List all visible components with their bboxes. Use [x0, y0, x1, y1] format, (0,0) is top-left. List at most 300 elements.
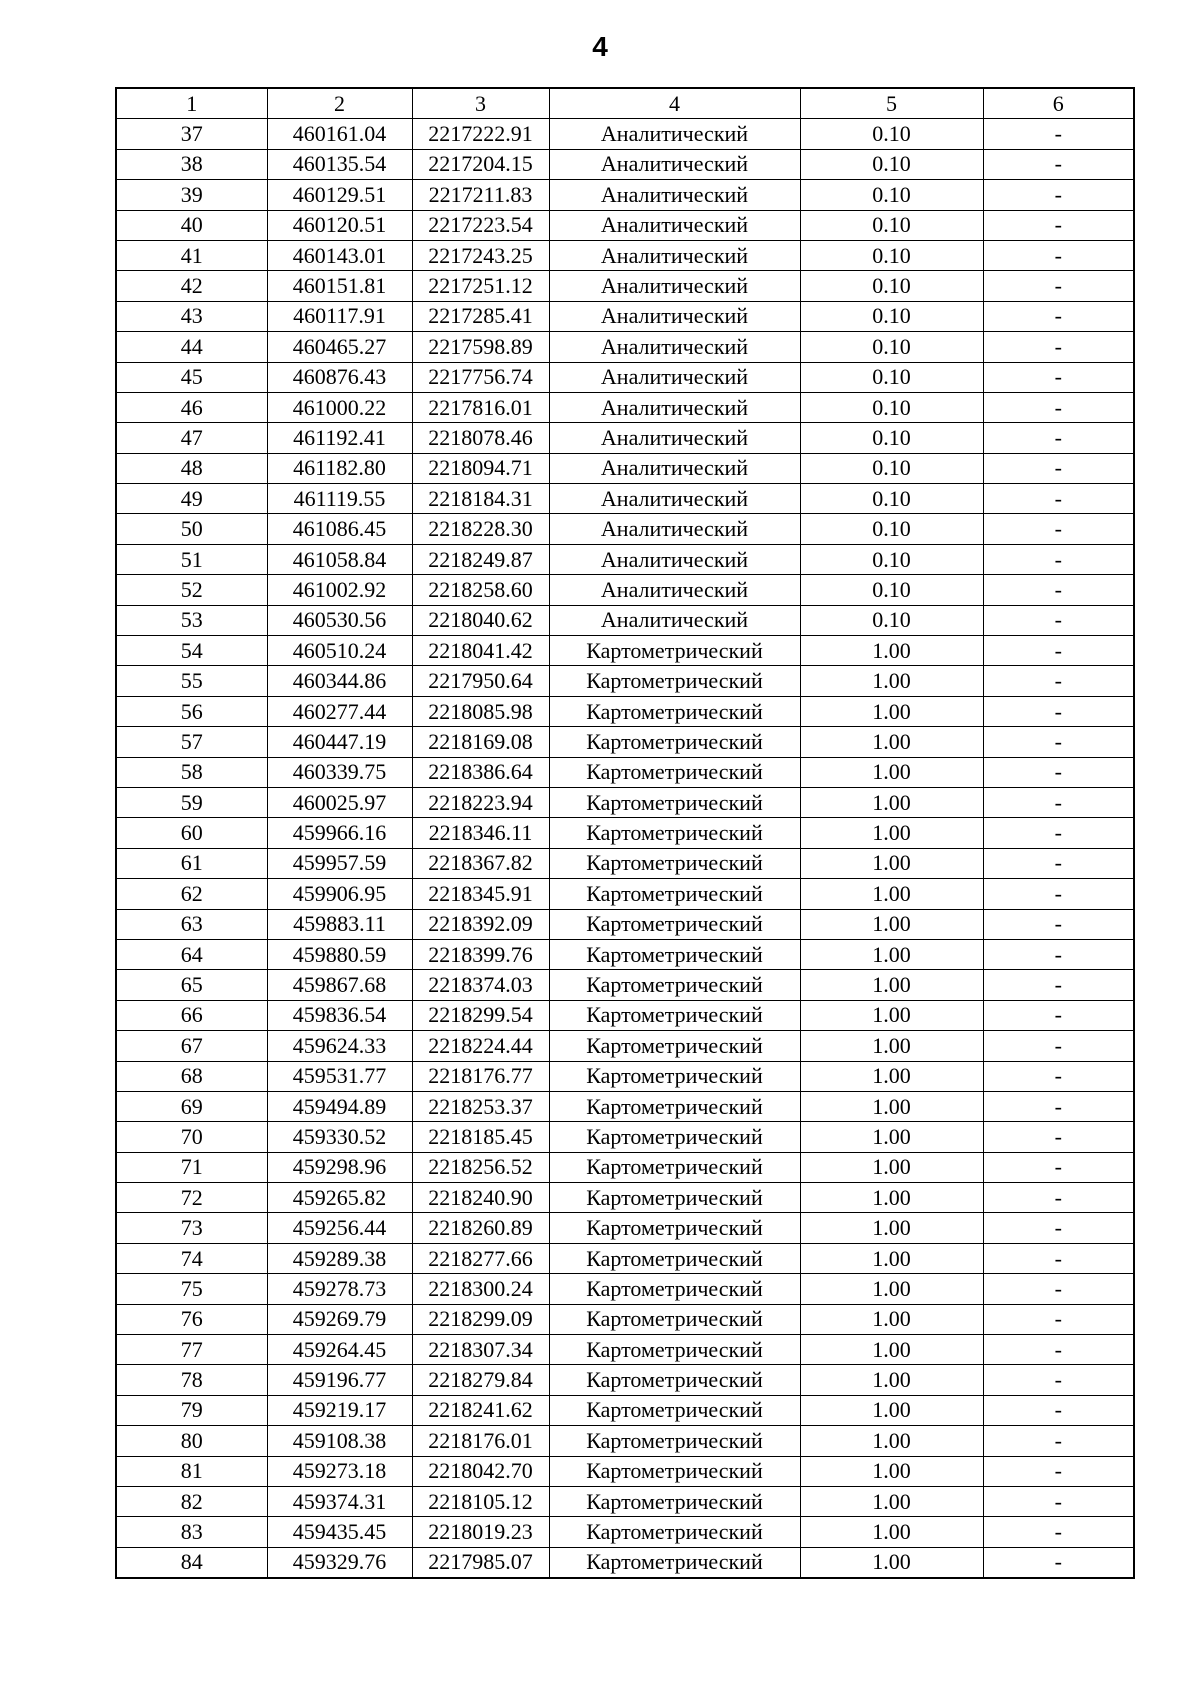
accuracy-cell: 1.00	[800, 818, 983, 848]
description-cell: -	[983, 1000, 1134, 1030]
x-coordinate-cell: 461000.22	[267, 392, 412, 422]
column-header-5: 5	[800, 88, 983, 119]
table-row	[116, 514, 1134, 544]
description-cell: -	[983, 757, 1134, 787]
description-cell: -	[983, 575, 1134, 605]
method-cell: Картометрический	[549, 1365, 800, 1395]
point-number-cell: 80	[116, 1426, 267, 1456]
method-cell: Картометрический	[549, 939, 800, 969]
table-row	[116, 636, 1134, 666]
method-cell: Картометрический	[549, 1091, 800, 1121]
accuracy-cell: 1.00	[800, 1274, 983, 1304]
table-row	[116, 149, 1134, 179]
accuracy-cell: 1.00	[800, 1547, 983, 1578]
table-row	[116, 1243, 1134, 1273]
y-coordinate-cell: 2217222.91	[412, 119, 549, 149]
table-row	[116, 210, 1134, 240]
y-coordinate-cell: 2218176.01	[412, 1426, 549, 1456]
accuracy-cell: 1.00	[800, 1183, 983, 1213]
point-number-cell: 79	[116, 1395, 267, 1425]
column-header-2: 2	[267, 88, 412, 119]
coordinates-table	[115, 87, 1135, 1579]
accuracy-cell: 1.00	[800, 787, 983, 817]
method-cell: Картометрический	[549, 1426, 800, 1456]
method-cell: Картометрический	[549, 879, 800, 909]
point-number-cell: 54	[116, 636, 267, 666]
method-cell: Картометрический	[549, 848, 800, 878]
method-cell: Картометрический	[549, 787, 800, 817]
table-row	[116, 787, 1134, 817]
table-row	[116, 484, 1134, 514]
table-body	[116, 119, 1134, 1578]
x-coordinate-cell: 459269.79	[267, 1304, 412, 1334]
description-cell: -	[983, 818, 1134, 848]
method-cell: Аналитический	[549, 453, 800, 483]
table-row	[116, 848, 1134, 878]
point-number-cell: 56	[116, 696, 267, 726]
point-number-cell: 59	[116, 787, 267, 817]
x-coordinate-cell: 460129.51	[267, 180, 412, 210]
x-coordinate-cell: 461002.92	[267, 575, 412, 605]
description-cell: -	[983, 909, 1134, 939]
y-coordinate-cell: 2218392.09	[412, 909, 549, 939]
table-row	[116, 392, 1134, 422]
x-coordinate-cell: 459374.31	[267, 1486, 412, 1516]
point-number-cell: 77	[116, 1335, 267, 1365]
point-number-cell: 37	[116, 119, 267, 149]
accuracy-cell: 0.10	[800, 575, 983, 605]
table-row	[116, 1486, 1134, 1516]
method-cell: Аналитический	[549, 180, 800, 210]
method-cell: Картометрический	[549, 818, 800, 848]
x-coordinate-cell: 459329.76	[267, 1547, 412, 1578]
x-coordinate-cell: 460025.97	[267, 787, 412, 817]
accuracy-cell: 1.00	[800, 757, 983, 787]
description-cell: -	[983, 1031, 1134, 1061]
y-coordinate-cell: 2218367.82	[412, 848, 549, 878]
point-number-cell: 44	[116, 332, 267, 362]
description-cell: -	[983, 1091, 1134, 1121]
method-cell: Аналитический	[549, 271, 800, 301]
y-coordinate-cell: 2218300.24	[412, 1274, 549, 1304]
method-cell: Аналитический	[549, 392, 800, 422]
method-cell: Картометрический	[549, 1000, 800, 1030]
table-row	[116, 1517, 1134, 1547]
y-coordinate-cell: 2218042.70	[412, 1456, 549, 1486]
table-row	[116, 332, 1134, 362]
x-coordinate-cell: 460339.75	[267, 757, 412, 787]
description-cell: -	[983, 787, 1134, 817]
y-coordinate-cell: 2218256.52	[412, 1152, 549, 1182]
accuracy-cell: 1.00	[800, 1152, 983, 1182]
table-row	[116, 1091, 1134, 1121]
method-cell: Картометрический	[549, 666, 800, 696]
method-cell: Аналитический	[549, 149, 800, 179]
method-cell: Аналитический	[549, 362, 800, 392]
point-number-cell: 47	[116, 423, 267, 453]
accuracy-cell: 1.00	[800, 1061, 983, 1091]
y-coordinate-cell: 2217223.54	[412, 210, 549, 240]
x-coordinate-cell: 459289.38	[267, 1243, 412, 1273]
point-number-cell: 60	[116, 818, 267, 848]
y-coordinate-cell: 2217598.89	[412, 332, 549, 362]
table-row	[116, 301, 1134, 331]
x-coordinate-cell: 460465.27	[267, 332, 412, 362]
accuracy-cell: 1.00	[800, 1243, 983, 1273]
accuracy-cell: 1.00	[800, 666, 983, 696]
table-row	[116, 575, 1134, 605]
point-number-cell: 78	[116, 1365, 267, 1395]
point-number-cell: 61	[116, 848, 267, 878]
y-coordinate-cell: 2218228.30	[412, 514, 549, 544]
table-row	[116, 1335, 1134, 1365]
description-cell: -	[983, 879, 1134, 909]
table-row	[116, 271, 1134, 301]
description-cell: -	[983, 240, 1134, 270]
method-cell: Картометрический	[549, 696, 800, 726]
x-coordinate-cell: 459906.95	[267, 879, 412, 909]
point-number-cell: 43	[116, 301, 267, 331]
point-number-cell: 66	[116, 1000, 267, 1030]
method-cell: Картометрический	[549, 1061, 800, 1091]
method-cell: Картометрический	[549, 1243, 800, 1273]
point-number-cell: 71	[116, 1152, 267, 1182]
x-coordinate-cell: 459278.73	[267, 1274, 412, 1304]
description-cell: -	[983, 1547, 1134, 1578]
table-row	[116, 453, 1134, 483]
y-coordinate-cell: 2218223.94	[412, 787, 549, 817]
x-coordinate-cell: 460135.54	[267, 149, 412, 179]
accuracy-cell: 0.10	[800, 271, 983, 301]
point-number-cell: 46	[116, 392, 267, 422]
description-cell: -	[983, 392, 1134, 422]
x-coordinate-cell: 459867.68	[267, 970, 412, 1000]
method-cell: Картометрический	[549, 636, 800, 666]
method-cell: Картометрический	[549, 1213, 800, 1243]
accuracy-cell: 0.10	[800, 484, 983, 514]
accuracy-cell: 1.00	[800, 939, 983, 969]
point-number-cell: 70	[116, 1122, 267, 1152]
x-coordinate-cell: 459836.54	[267, 1000, 412, 1030]
description-cell: -	[983, 453, 1134, 483]
table-row	[116, 1365, 1134, 1395]
method-cell: Аналитический	[549, 119, 800, 149]
y-coordinate-cell: 2217285.41	[412, 301, 549, 331]
point-number-cell: 41	[116, 240, 267, 270]
x-coordinate-cell: 460344.86	[267, 666, 412, 696]
method-cell: Аналитический	[549, 575, 800, 605]
point-number-cell: 63	[116, 909, 267, 939]
page-number: 4	[592, 31, 608, 62]
y-coordinate-cell: 2217204.15	[412, 149, 549, 179]
point-number-cell: 65	[116, 970, 267, 1000]
accuracy-cell: 0.10	[800, 301, 983, 331]
point-number-cell: 67	[116, 1031, 267, 1061]
accuracy-cell: 1.00	[800, 848, 983, 878]
y-coordinate-cell: 2218240.90	[412, 1183, 549, 1213]
x-coordinate-cell: 459298.96	[267, 1152, 412, 1182]
y-coordinate-cell: 2218399.76	[412, 939, 549, 969]
accuracy-cell: 0.10	[800, 453, 983, 483]
table-row	[116, 727, 1134, 757]
y-coordinate-cell: 2218019.23	[412, 1517, 549, 1547]
description-cell: -	[983, 1517, 1134, 1547]
table-row	[116, 423, 1134, 453]
description-cell: -	[983, 666, 1134, 696]
description-cell: -	[983, 484, 1134, 514]
table-row	[116, 939, 1134, 969]
y-coordinate-cell: 2217985.07	[412, 1547, 549, 1578]
table-row	[116, 1061, 1134, 1091]
table-row	[116, 605, 1134, 635]
x-coordinate-cell: 460151.81	[267, 271, 412, 301]
accuracy-cell: 0.10	[800, 362, 983, 392]
point-number-cell: 75	[116, 1274, 267, 1304]
y-coordinate-cell: 2218345.91	[412, 879, 549, 909]
point-number-cell: 73	[116, 1213, 267, 1243]
method-cell: Картометрический	[549, 1486, 800, 1516]
table-row	[116, 1426, 1134, 1456]
x-coordinate-cell: 461182.80	[267, 453, 412, 483]
point-number-cell: 48	[116, 453, 267, 483]
point-number-cell: 58	[116, 757, 267, 787]
description-cell: -	[983, 1122, 1134, 1152]
x-coordinate-cell: 460530.56	[267, 605, 412, 635]
x-coordinate-cell: 459330.52	[267, 1122, 412, 1152]
y-coordinate-cell: 2218176.77	[412, 1061, 549, 1091]
x-coordinate-cell: 459435.45	[267, 1517, 412, 1547]
accuracy-cell: 1.00	[800, 1517, 983, 1547]
y-coordinate-cell: 2218169.08	[412, 727, 549, 757]
table-row	[116, 757, 1134, 787]
description-cell: -	[983, 180, 1134, 210]
description-cell: -	[983, 149, 1134, 179]
description-cell: -	[983, 1486, 1134, 1516]
x-coordinate-cell: 460117.91	[267, 301, 412, 331]
method-cell: Аналитический	[549, 544, 800, 574]
table-row	[116, 1183, 1134, 1213]
y-coordinate-cell: 2217950.64	[412, 666, 549, 696]
y-coordinate-cell: 2217211.83	[412, 180, 549, 210]
x-coordinate-cell: 460510.24	[267, 636, 412, 666]
table-row	[116, 362, 1134, 392]
point-number-cell: 72	[116, 1183, 267, 1213]
point-number-cell: 82	[116, 1486, 267, 1516]
accuracy-cell: 1.00	[800, 1335, 983, 1365]
method-cell: Картометрический	[549, 727, 800, 757]
description-cell: -	[983, 1456, 1134, 1486]
accuracy-cell: 0.10	[800, 392, 983, 422]
y-coordinate-cell: 2218307.34	[412, 1335, 549, 1365]
point-number-cell: 69	[116, 1091, 267, 1121]
x-coordinate-cell: 461119.55	[267, 484, 412, 514]
accuracy-cell: 0.10	[800, 544, 983, 574]
point-number-cell: 55	[116, 666, 267, 696]
y-coordinate-cell: 2218185.45	[412, 1122, 549, 1152]
description-cell: -	[983, 1243, 1134, 1273]
table-row	[116, 970, 1134, 1000]
y-coordinate-cell: 2217816.01	[412, 392, 549, 422]
x-coordinate-cell: 460876.43	[267, 362, 412, 392]
accuracy-cell: 1.00	[800, 1213, 983, 1243]
accuracy-cell: 1.00	[800, 1091, 983, 1121]
accuracy-cell: 0.10	[800, 423, 983, 453]
method-cell: Картометрический	[549, 1274, 800, 1304]
method-cell: Аналитический	[549, 332, 800, 362]
x-coordinate-cell: 460120.51	[267, 210, 412, 240]
x-coordinate-cell: 460143.01	[267, 240, 412, 270]
table-row	[116, 119, 1134, 149]
description-cell: -	[983, 271, 1134, 301]
description-cell: -	[983, 1335, 1134, 1365]
table-row	[116, 1122, 1134, 1152]
x-coordinate-cell: 461192.41	[267, 423, 412, 453]
point-number-cell: 52	[116, 575, 267, 605]
accuracy-cell: 1.00	[800, 696, 983, 726]
accuracy-cell: 0.10	[800, 149, 983, 179]
table-row	[116, 1000, 1134, 1030]
description-cell: -	[983, 1274, 1134, 1304]
y-coordinate-cell: 2218386.64	[412, 757, 549, 787]
x-coordinate-cell: 459966.16	[267, 818, 412, 848]
column-header-6: 6	[983, 88, 1134, 119]
x-coordinate-cell: 459883.11	[267, 909, 412, 939]
table-row	[116, 909, 1134, 939]
method-cell: Картометрический	[549, 1183, 800, 1213]
point-number-cell: 53	[116, 605, 267, 635]
accuracy-cell: 0.10	[800, 514, 983, 544]
table-row	[116, 818, 1134, 848]
y-coordinate-cell: 2218249.87	[412, 544, 549, 574]
description-cell: -	[983, 1426, 1134, 1456]
table-row	[116, 1274, 1134, 1304]
table-row	[116, 696, 1134, 726]
x-coordinate-cell: 459196.77	[267, 1365, 412, 1395]
description-cell: -	[983, 1183, 1134, 1213]
method-cell: Аналитический	[549, 240, 800, 270]
x-coordinate-cell: 459265.82	[267, 1183, 412, 1213]
description-cell: -	[983, 1304, 1134, 1334]
point-number-cell: 57	[116, 727, 267, 757]
point-number-cell: 40	[116, 210, 267, 240]
description-cell: -	[983, 696, 1134, 726]
description-cell: -	[983, 423, 1134, 453]
description-cell: -	[983, 332, 1134, 362]
method-cell: Аналитический	[549, 484, 800, 514]
description-cell: -	[983, 362, 1134, 392]
y-coordinate-cell: 2218346.11	[412, 818, 549, 848]
point-number-cell: 39	[116, 180, 267, 210]
point-number-cell: 49	[116, 484, 267, 514]
method-cell: Картометрический	[549, 909, 800, 939]
point-number-cell: 42	[116, 271, 267, 301]
accuracy-cell: 1.00	[800, 1486, 983, 1516]
x-coordinate-cell: 459256.44	[267, 1213, 412, 1243]
y-coordinate-cell: 2218184.31	[412, 484, 549, 514]
column-header-3: 3	[412, 88, 549, 119]
method-cell: Картометрический	[549, 1456, 800, 1486]
table-row	[116, 1547, 1134, 1578]
accuracy-cell: 0.10	[800, 240, 983, 270]
y-coordinate-cell: 2218094.71	[412, 453, 549, 483]
method-cell: Картометрический	[549, 1031, 800, 1061]
description-cell: -	[983, 848, 1134, 878]
y-coordinate-cell: 2218374.03	[412, 970, 549, 1000]
table-row	[116, 1213, 1134, 1243]
accuracy-cell: 0.10	[800, 332, 983, 362]
accuracy-cell: 1.00	[800, 1122, 983, 1152]
description-cell: -	[983, 605, 1134, 635]
y-coordinate-cell: 2218253.37	[412, 1091, 549, 1121]
description-cell: -	[983, 1365, 1134, 1395]
y-coordinate-cell: 2218078.46	[412, 423, 549, 453]
x-coordinate-cell: 460277.44	[267, 696, 412, 726]
table-row	[116, 1456, 1134, 1486]
x-coordinate-cell: 459624.33	[267, 1031, 412, 1061]
point-number-cell: 38	[116, 149, 267, 179]
table-row	[116, 544, 1134, 574]
point-number-cell: 76	[116, 1304, 267, 1334]
accuracy-cell: 1.00	[800, 879, 983, 909]
column-header-1: 1	[116, 88, 267, 119]
y-coordinate-cell: 2218299.09	[412, 1304, 549, 1334]
x-coordinate-cell: 459880.59	[267, 939, 412, 969]
y-coordinate-cell: 2218299.54	[412, 1000, 549, 1030]
table-row	[116, 1395, 1134, 1425]
x-coordinate-cell: 459531.77	[267, 1061, 412, 1091]
point-number-cell: 83	[116, 1517, 267, 1547]
x-coordinate-cell: 459494.89	[267, 1091, 412, 1121]
accuracy-cell: 0.10	[800, 119, 983, 149]
description-cell: -	[983, 1152, 1134, 1182]
method-cell: Картометрический	[549, 970, 800, 1000]
point-number-cell: 64	[116, 939, 267, 969]
method-cell: Аналитический	[549, 210, 800, 240]
point-number-cell: 50	[116, 514, 267, 544]
point-number-cell: 68	[116, 1061, 267, 1091]
point-number-cell: 45	[116, 362, 267, 392]
method-cell: Картометрический	[549, 1122, 800, 1152]
method-cell: Картометрический	[549, 1547, 800, 1578]
table-row	[116, 879, 1134, 909]
accuracy-cell: 1.00	[800, 1031, 983, 1061]
description-cell: -	[983, 727, 1134, 757]
accuracy-cell: 1.00	[800, 970, 983, 1000]
method-cell: Картометрический	[549, 1395, 800, 1425]
method-cell: Картометрический	[549, 1517, 800, 1547]
accuracy-cell: 1.00	[800, 1304, 983, 1334]
accuracy-cell: 1.00	[800, 1426, 983, 1456]
x-coordinate-cell: 461086.45	[267, 514, 412, 544]
y-coordinate-cell: 2218258.60	[412, 575, 549, 605]
method-cell: Аналитический	[549, 605, 800, 635]
y-coordinate-cell: 2218105.12	[412, 1486, 549, 1516]
method-cell: Картометрический	[549, 1304, 800, 1334]
x-coordinate-cell: 461058.84	[267, 544, 412, 574]
method-cell: Картометрический	[549, 757, 800, 787]
x-coordinate-cell: 460447.19	[267, 727, 412, 757]
table-row	[116, 1152, 1134, 1182]
description-cell: -	[983, 544, 1134, 574]
method-cell: Аналитический	[549, 423, 800, 453]
table-row	[116, 1031, 1134, 1061]
table-header-row	[116, 88, 1134, 119]
description-cell: -	[983, 119, 1134, 149]
y-coordinate-cell: 2218040.62	[412, 605, 549, 635]
point-number-cell: 51	[116, 544, 267, 574]
description-cell: -	[983, 939, 1134, 969]
description-cell: -	[983, 1395, 1134, 1425]
